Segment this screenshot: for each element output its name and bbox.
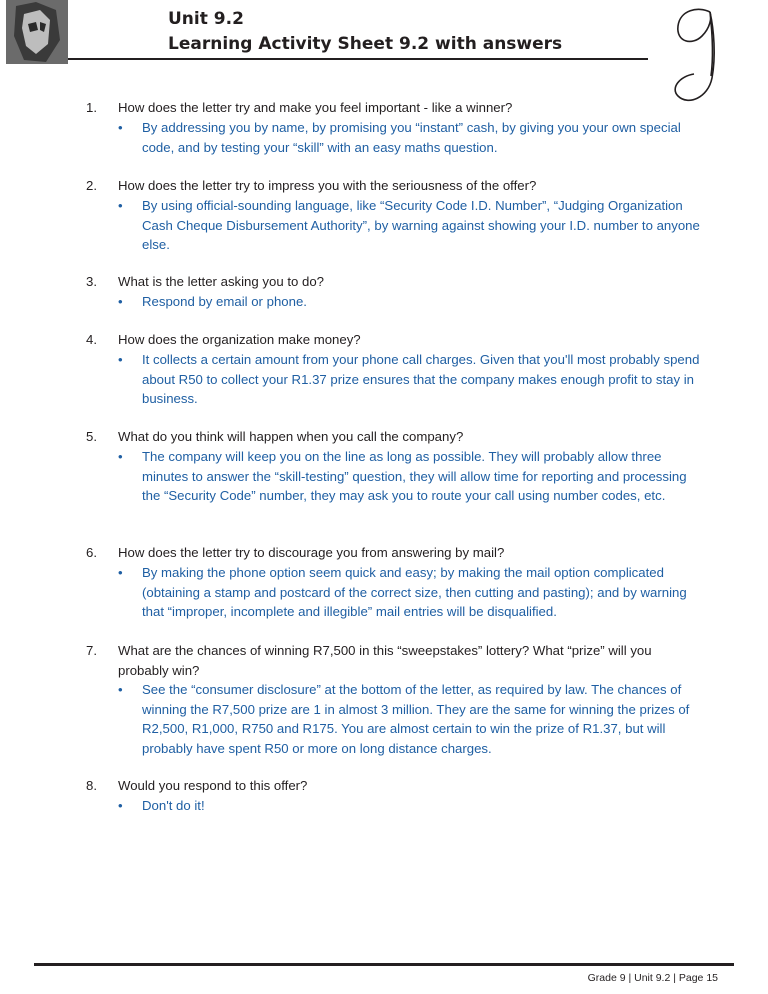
question-number: 8. [86,778,97,793]
bullet-icon: • [118,198,123,213]
unit-title: Unit 9.2 [168,9,244,29]
decorative-g-icon [640,0,740,110]
header-photo [6,0,68,64]
answer-text: It collects a certain amount from your phone call charges. Given that you'll most probably spend about R50 to collect your R1.37 prize ensures that the company makes enough profit to stay in business. [142,352,700,406]
sheet-title: Learning Activity Sheet 9.2 with answers [168,34,563,54]
footer-rule [34,963,734,966]
question-text: Would you respond to this offer? [118,778,308,793]
header-rule [68,58,648,60]
answer-text: Don't do it! [142,798,205,813]
question-text: How does the organization make money? [118,332,361,347]
answer-text: The company will keep you on the line as long as possible. They will probably allow three minutes to answer the “skill-testing” question, they will allow time for reporting and processing the “Security Code” number, they may ask you to route your call using number codes, etc. [142,449,687,503]
question-number: 4. [86,332,97,347]
bullet-icon: • [118,352,123,367]
question-number: 7. [86,643,97,658]
answer-text: By making the phone option seem quick and easy; by making the mail option complicated (obtaining a stamp and postcard of the correct size, then cutting and pasting); and by warning that “improper, incomplete and illegible” mail entries will be disqualified. [142,565,687,619]
bullet-icon: • [118,682,123,697]
answer-text: See the “consumer disclosure” at the bottom of the letter, as required by law. The chances of winning the R7,500 prize are 1 in almost 3 million. They are the same for winning the prizes of R2,500, R1,000, R750 and R175. You are almost certain to win the prize of R1.37, but will probably have spent R50 or more on long distance charges. [142,682,690,756]
question-text: What is the letter asking you to do? [118,274,324,289]
answer-text: By addressing you by name, by promising you “instant” cash, by giving you your own special code, and by testing your “skill” with an easy maths question. [142,120,681,155]
question-number: 1. [86,100,97,115]
question-text: How does the letter try to discourage you from answering by mail? [118,545,505,560]
bullet-icon: • [118,120,123,135]
bullet-icon: • [118,565,123,580]
bullet-icon: • [118,449,123,464]
question-text: What do you think will happen when you call the company? [118,429,464,444]
question-number: 3. [86,274,97,289]
question-number: 2. [86,178,97,193]
question-number: 5. [86,429,97,444]
answer-text: Respond by email or phone. [142,294,307,309]
mask-photo-icon [6,0,68,64]
question-text: How does the letter try to impress you with the seriousness of the offer? [118,178,537,193]
answer-text: By using official-sounding language, like “Security Code I.D. Number”, “Judging Organization Cash Cheque Disbursement Authority”, by warning against showing your I.D. number to anyone else. [142,198,700,252]
question-text: How does the letter try and make you feel important - like a winner? [118,100,513,115]
bullet-icon: • [118,294,123,309]
question-number: 6. [86,545,97,560]
question-text: What are the chances of winning R7,500 in this “sweepstakes” lottery? What “prize” will you probably win? [118,643,652,678]
bullet-icon: • [118,798,123,813]
page-footer: Grade 9 | Unit 9.2 | Page 15 [587,972,718,984]
